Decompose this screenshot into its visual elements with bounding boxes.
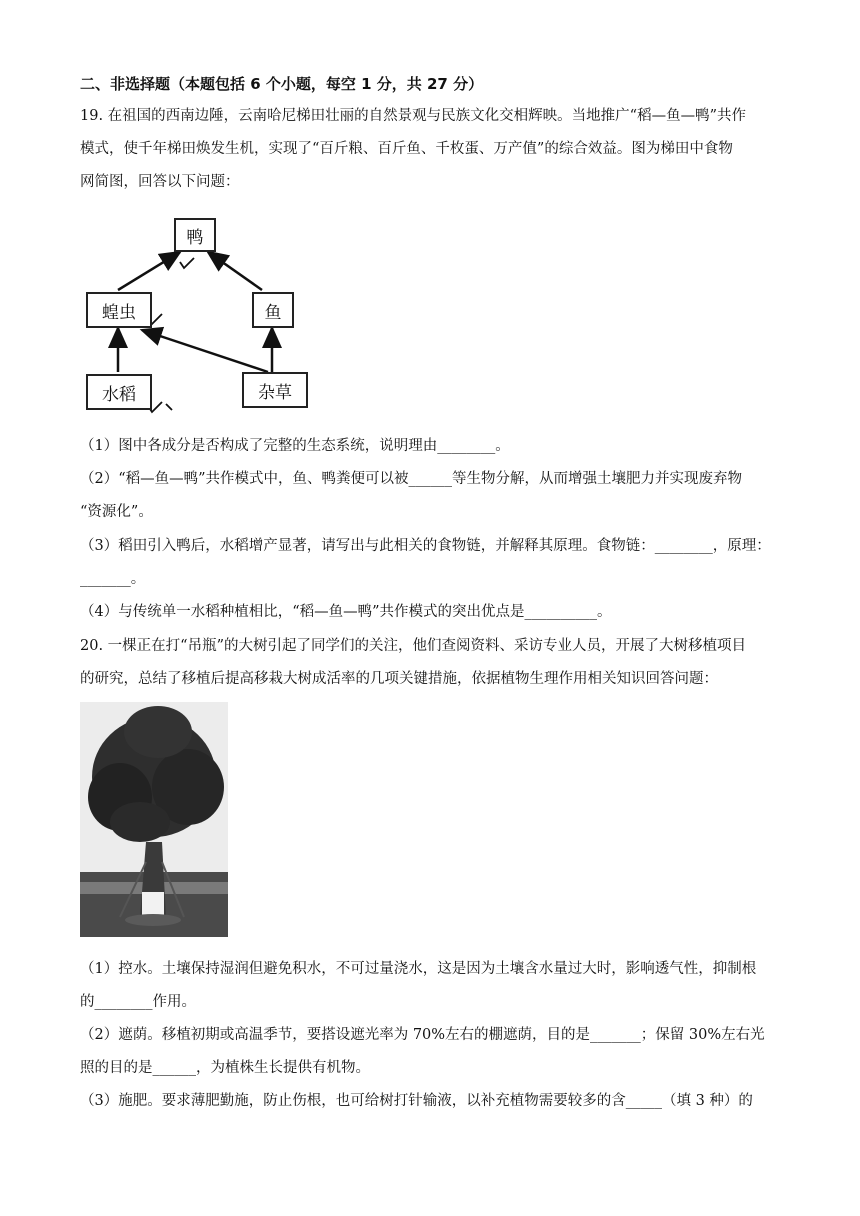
question-19-sub-2-cont: “资源化”。	[80, 504, 153, 520]
node-fish: 鱼	[252, 292, 294, 328]
node-weeds: 杂草	[242, 372, 308, 408]
question-19-sub-3: （3）稻田引入鸭后，水稻增产显著，请写出与此相关的食物链，并解释其原理。食物链：________，原理：	[80, 538, 771, 554]
tree-photo	[80, 702, 228, 937]
section-title: 二、非选择题（本题包括 6 个小题，每空 1 分，共 27 分）	[80, 75, 484, 93]
arrow-fish-to-duck	[208, 252, 262, 290]
question-20-sub-1-cont: 的________作用。	[80, 994, 196, 1010]
question-20-sub-3: （3）施肥。要求薄肥勤施，防止伤根，也可给树打针输液，以补充植物需要较多的含_____（填 3 种）的	[80, 1093, 753, 1109]
question-19-line-3: 网简图，回答以下问题：	[80, 174, 240, 190]
check-mark-1	[180, 258, 194, 268]
food-web-diagram	[80, 212, 320, 417]
question-20-sub-1: （1）控水。土壤保持湿润但避免积水，不可过量浇水，这是因为土壤含水量过大时，影响透气性，抑制根	[80, 961, 757, 977]
question-19-sub-4: （4）与传统单一水稻种植相比，“稻—鱼—鸭”共作模式的突出优点是__________。	[80, 604, 612, 620]
node-locust: 蝗虫	[86, 292, 152, 328]
node-rice: 水稻	[86, 374, 152, 410]
question-20-sub-2: （2）遮荫。移植初期或高温季节，要搭设遮光率为 70%左右的棚遮荫，目的是_______；保留 30%左右光	[80, 1027, 765, 1043]
question-19-sub-1: （1）图中各成分是否构成了完整的生态系统，说明理由________。	[80, 438, 510, 454]
node-duck: 鸭	[174, 218, 216, 252]
question-19-sub-3-cont: _______。	[80, 571, 146, 587]
question-19-line-2: 模式，使千年梯田焕发生机，实现了“百斤粮、百斤鱼、千枚蛋、万产值”的综合效益。图为梯田中食物	[80, 141, 733, 157]
question-19-line-1: 19. 在祖国的西南边陲，云南哈尼梯田壮丽的自然景观与民族文化交相辉映。当地推广“稻—鱼—鸭”共作	[80, 108, 746, 124]
question-19-sub-2: （2）“稻—鱼—鸭”共作模式中，鱼、鸭粪便可以被______等生物分解，从而增强土壤肥力并实现废弃物	[80, 471, 743, 487]
arrow-locust-to-duck	[118, 252, 180, 290]
arrow-weeds-to-locust	[142, 330, 268, 372]
question-20-sub-2-cont: 照的目的是______，为植株生长提供有机物。	[80, 1060, 370, 1076]
question-20-line-1: 20. 一棵正在打“吊瓶”的大树引起了同学们的关注，他们查阅资料、采访专业人员，开展了大树移植项目	[80, 638, 746, 654]
question-20-line-2: 的研究，总结了移植后提高移栽大树成活率的几项关键措施，依据植物生理作用相关知识回答问题：	[80, 671, 718, 687]
